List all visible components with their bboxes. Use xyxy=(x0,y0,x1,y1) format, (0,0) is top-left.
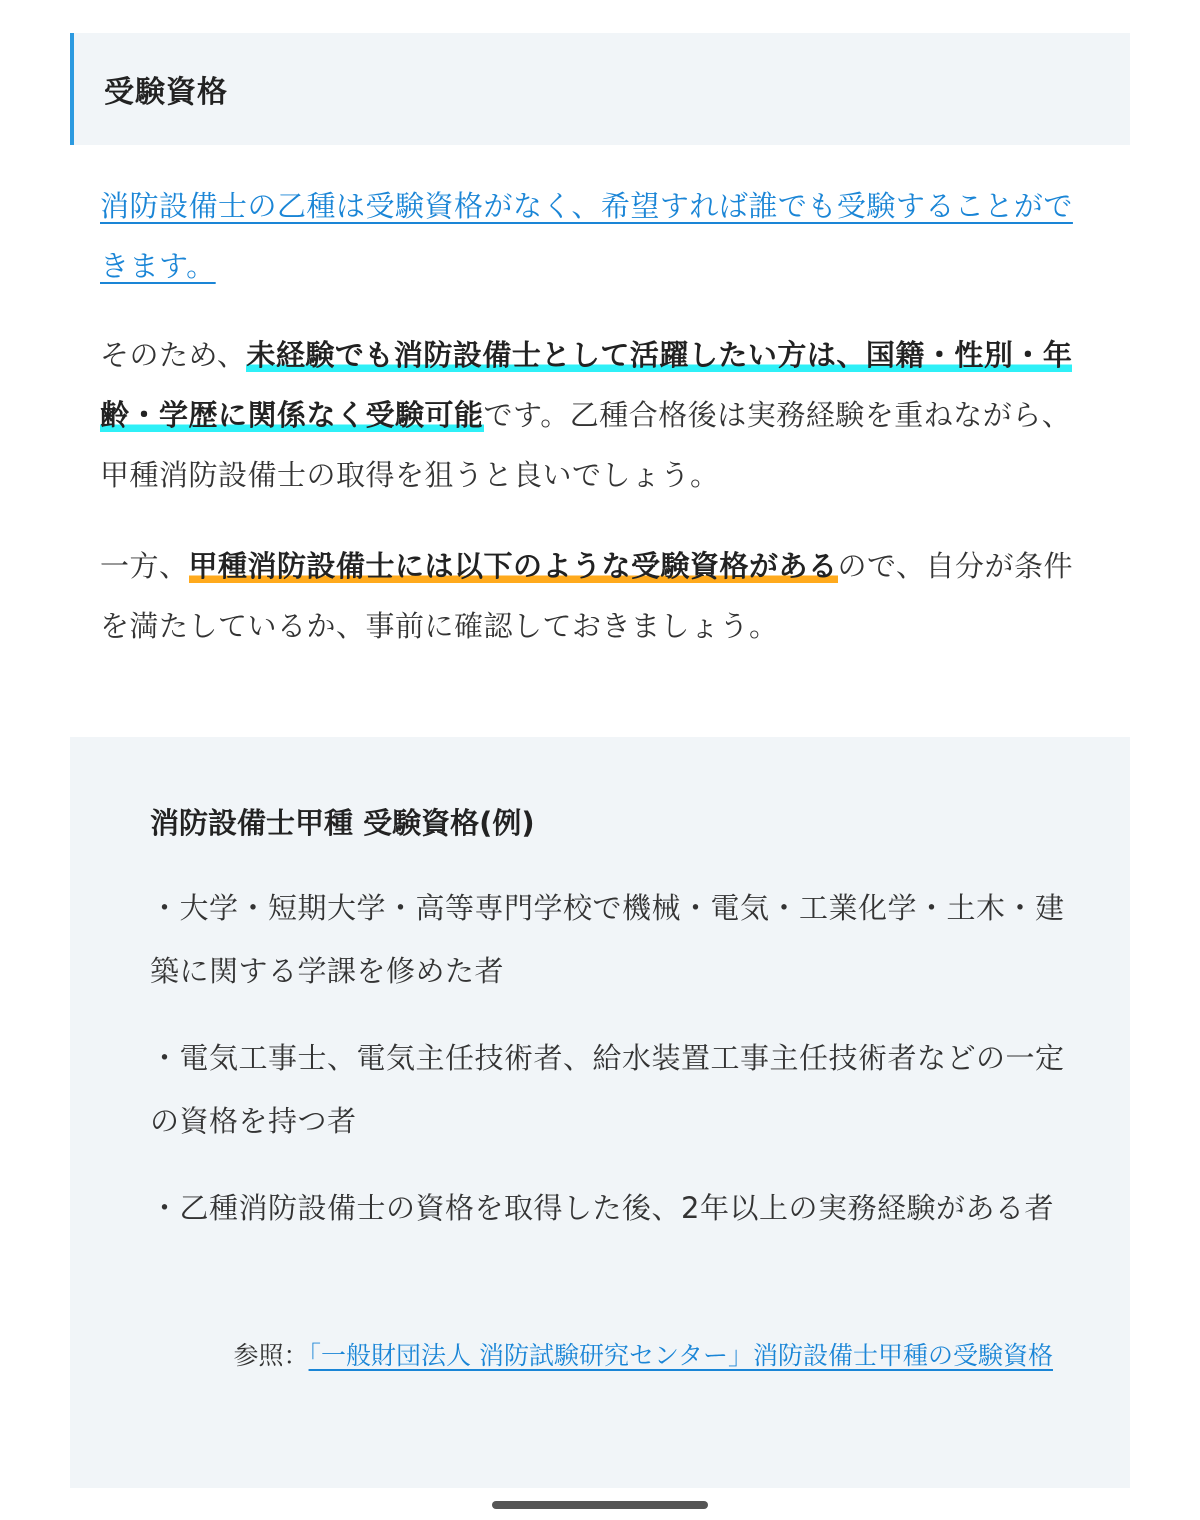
section-heading: 受験資格 xyxy=(104,75,228,110)
paragraph-kou-prefix: 一方、 xyxy=(100,549,189,583)
list-item: ・電気工事士、電気主任技術者、給水装置工事主任技術者などの一定の資格を持つ者 xyxy=(150,1041,1065,1138)
paragraph-otsu-suffix: です。乙種合格後は実務経験を重ねながら、甲種消防設備士の取得を狙うと良いでしょう。 xyxy=(100,398,1072,492)
paragraph-kou xyxy=(100,536,1100,656)
paragraph-otsu-prefix: そのため、 xyxy=(100,338,247,372)
highlight-no-restriction: 未経験でも消防設備士として活躍したい方は、国籍・性別・年齢・学歴に関係なく受験可能 xyxy=(100,338,1073,432)
intro-paragraph xyxy=(100,176,1100,296)
reference-link[interactable]: 「一般財団法人 消防試験研究センター」消防設備士甲種の受験資格 xyxy=(308,1341,1053,1370)
qualification-list xyxy=(150,877,1070,1264)
no-qualification-link[interactable]: 消防設備士の乙種は受験資格がなく、希望すれば誰でも受験することができます。 xyxy=(100,189,1073,283)
list-item: ・大学・短期大学・高等専門学校で機械・電気・工業化学・土木・建築に関する学課を修めた者 xyxy=(150,891,1065,988)
highlight-kou-qualification: 甲種消防設備士には以下のような受験資格がある xyxy=(188,549,838,583)
info-box-title: 消防設備士甲種 受験資格(例) xyxy=(150,806,535,840)
paragraph-otsu xyxy=(100,325,1100,505)
list-item: ・乙種消防設備士の資格を取得した後、2年以上の実務経験がある者 xyxy=(150,1191,1054,1225)
reference-note xyxy=(165,1329,1053,1382)
reference-label: 参照： xyxy=(233,1341,309,1370)
section-heading-box xyxy=(70,33,1130,145)
qualification-info-box xyxy=(70,737,1130,1488)
home-indicator-bar[interactable] xyxy=(492,1501,708,1509)
paragraph-kou-suffix: ので、自分が条件を満たしているか、事前に確認しておきましょう。 xyxy=(100,549,1073,643)
